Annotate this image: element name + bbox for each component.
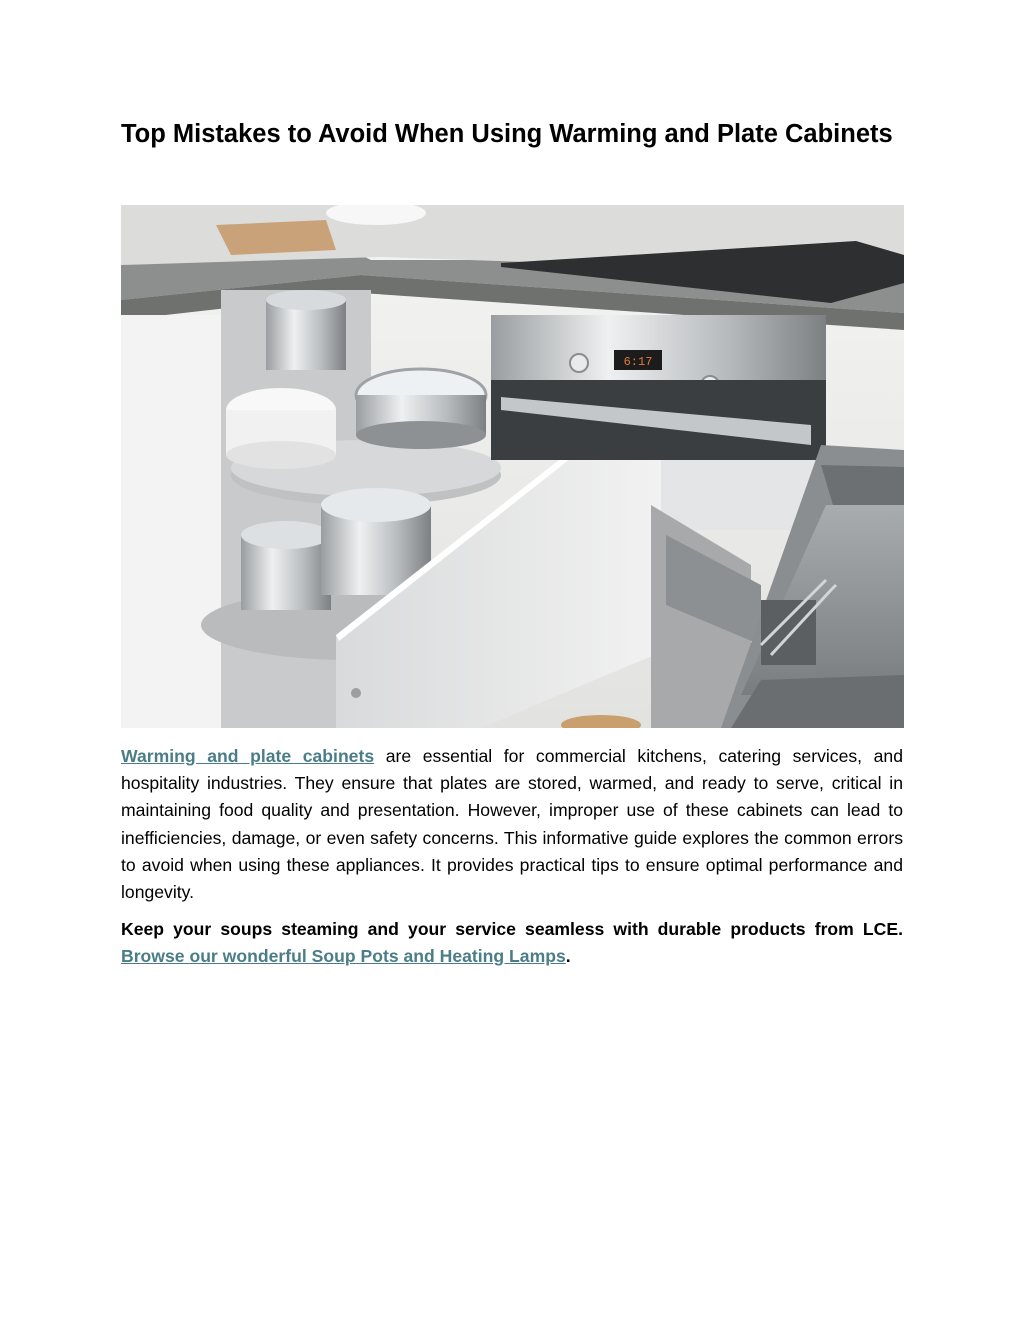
intro-paragraph	[121, 743, 903, 906]
cta-lead: Keep your soups steaming and your service seamless with durable products from LCE.	[121, 919, 903, 939]
intro-text: are essential for commercial kitchens, catering services, and hospitality industries. They ensure that plates are stored, warmed, and ready to serve, critical in maintaining food quality and presentation. However, improper use of these cabinets can lead to inefficiencies, damage, or even safety concerns. This informative guide explores the common errors to avoid when using these appliances. It provides practical tips to ensure optimal performance and longevity.	[121, 746, 904, 903]
warming-cabinets-link[interactable]: Warming and plate cabinets	[121, 746, 375, 766]
cta-paragraph	[121, 916, 903, 970]
soup-pots-link[interactable]: Browse our wonderful Soup Pots and Heating Lamps	[121, 946, 566, 967]
page-title: Top Mistakes to Avoid When Using Warming and Plate Cabinets	[121, 120, 893, 148]
oven-display: 6:17	[623, 355, 653, 369]
cta-tail: .	[565, 946, 571, 967]
hero-image	[121, 205, 904, 728]
kitchen-cabinet-illustration	[121, 205, 904, 728]
